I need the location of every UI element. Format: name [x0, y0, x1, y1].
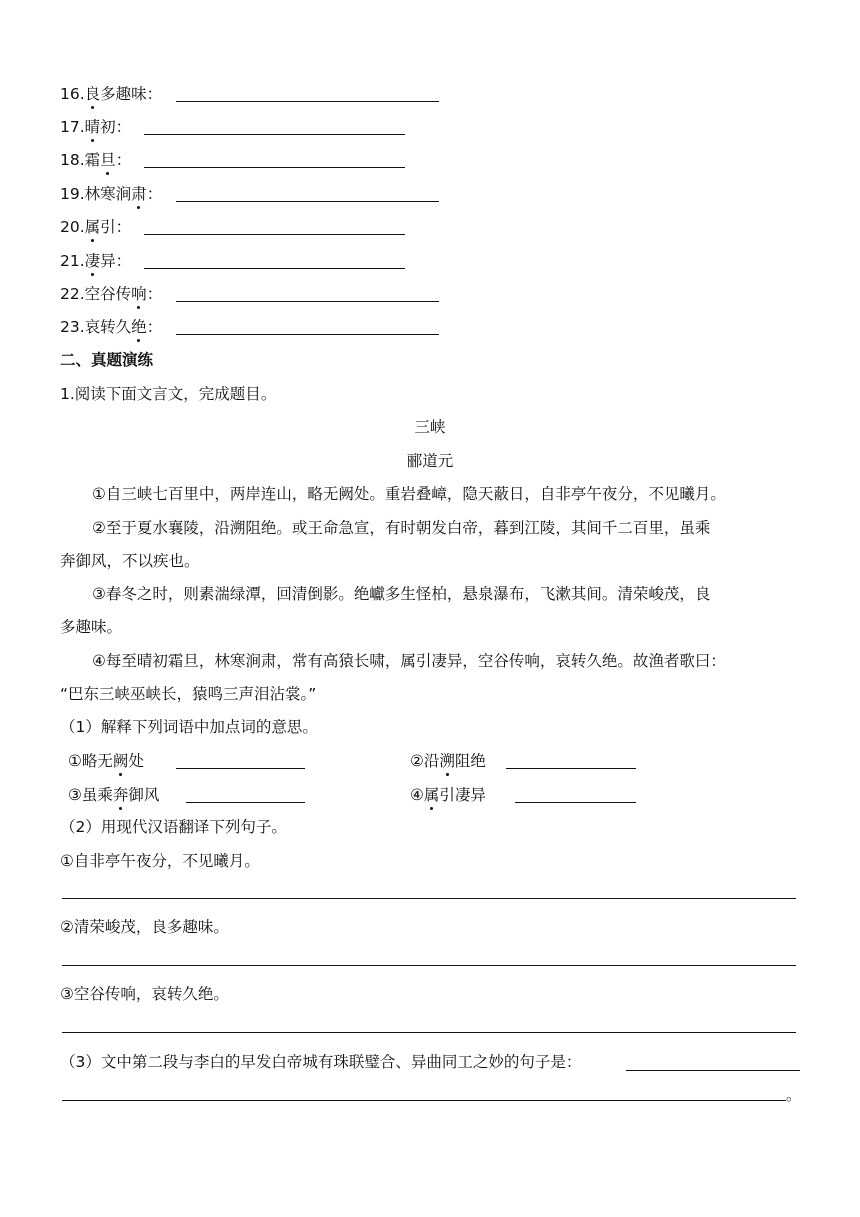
passage-paragraph-3: ③春冬之时，则素湍绿潭，回清倒影。绝巘多生怪柏，悬泉瀑布，飞漱其间。清荣峻茂，良: [92, 585, 711, 603]
passage-paragraph-4-cont: “巴东三峡巫峡长，猿鸣三声泪沾裳。”: [60, 685, 317, 703]
answer-blank[interactable]: [144, 234, 405, 235]
emphasis-dot-char: 属: [84, 218, 101, 236]
answer-line[interactable]: [62, 1032, 796, 1033]
emphasis-dot-char: 绝: [131, 318, 147, 336]
emphasis-dot-char: 奔: [112, 786, 129, 804]
vocab-item-19: 19.林寒涧肃：: [60, 185, 163, 203]
answer-blank[interactable]: [515, 802, 636, 803]
vocab-item-21: 21.凄异：: [60, 252, 132, 270]
answer-line[interactable]: [62, 965, 796, 966]
subquestion-1-item-d: ④属引凄异: [410, 786, 486, 804]
translation-sentence-2: ②清荣峻茂，良多趣味。: [60, 918, 229, 936]
vocab-item-22: 22.空谷传响：: [60, 285, 163, 303]
passage-paragraph-1: ①自三峡七百里中，两岸连山，略无阙处。重岩叠嶂，隐天蔽日，自非亭午夜分，不见曦月。: [92, 485, 726, 503]
emphasis-dot-char: 良: [84, 85, 101, 103]
emphasis-dot-char: 响: [131, 285, 147, 303]
passage-paragraph-2: ②至于夏水襄陵，沿溯阻绝。或王命急宣，有时朝发白帝，暮到江陵，其间千二百里，虽乘: [92, 519, 711, 537]
answer-blank[interactable]: [176, 768, 305, 769]
vocab-item-23: 23.哀转久绝：: [60, 318, 163, 336]
emphasis-dot-char: 属: [423, 786, 440, 804]
answer-blank[interactable]: [176, 301, 439, 302]
subquestion-1-item-c: ③虽乘奔御风: [68, 786, 160, 804]
answer-blank[interactable]: [506, 768, 636, 769]
subquestion-1-item-b: ②沿溯阻绝: [410, 752, 486, 770]
emphasis-dot-char: 凄: [84, 252, 101, 270]
translation-sentence-1: ①自非亭午夜分，不见曦月。: [60, 852, 260, 870]
passage-paragraph-3-cont: 多趣味。: [60, 618, 123, 636]
emphasis-dot-char: 溯: [439, 752, 455, 770]
passage-paragraph-4: ④每至晴初霜旦，林寒涧肃，常有高猿长啸，属引凄异，空谷传响，哀转久绝。故渔者歌曰：: [92, 652, 726, 670]
end-period: 。: [786, 1086, 802, 1104]
subquestion-3-prompt: （3）文中第二段与李白的早发白帝城有珠联璧合、异曲同工之妙的句子是：: [60, 1053, 582, 1071]
answer-blank[interactable]: [144, 268, 405, 269]
answer-blank[interactable]: [626, 1070, 800, 1071]
vocab-item-16: 16.良多趣味：: [60, 85, 163, 103]
vocab-item-17: 17.晴初：: [60, 118, 132, 136]
vocab-item-18: 18.霜旦：: [60, 151, 132, 169]
emphasis-dot-char: 旦: [100, 151, 116, 169]
passage-author: 郦道元: [406, 452, 454, 470]
answer-blank[interactable]: [144, 167, 405, 168]
subquestion-1-item-a: ①略无阙处: [68, 752, 144, 770]
passage-title: 三峡: [414, 418, 446, 436]
emphasis-dot-char: 肃: [131, 185, 147, 203]
passage-paragraph-2-cont: 奔御风，不以疾也。: [60, 552, 200, 570]
answer-line[interactable]: [62, 1100, 786, 1101]
vocab-item-20: 20.属引：: [60, 218, 132, 236]
translation-sentence-3: ③空谷传响，哀转久绝。: [60, 985, 229, 1003]
subquestion-2-prompt: （2）用现代汉语翻译下列句子。: [60, 818, 287, 836]
answer-blank[interactable]: [176, 101, 439, 102]
answer-line[interactable]: [62, 898, 796, 899]
section-title: 二、真题演练: [60, 351, 154, 369]
emphasis-dot-char: 阙: [112, 752, 129, 770]
answer-blank[interactable]: [186, 802, 305, 803]
answer-blank[interactable]: [176, 334, 439, 335]
subquestion-1-prompt: （1）解释下列词语中加点词的意思。: [60, 718, 318, 736]
answer-blank[interactable]: [144, 134, 405, 135]
question-prompt: 1.阅读下面文言文，完成题目。: [60, 385, 277, 403]
emphasis-dot-char: 晴: [84, 118, 101, 136]
answer-blank[interactable]: [176, 201, 439, 202]
